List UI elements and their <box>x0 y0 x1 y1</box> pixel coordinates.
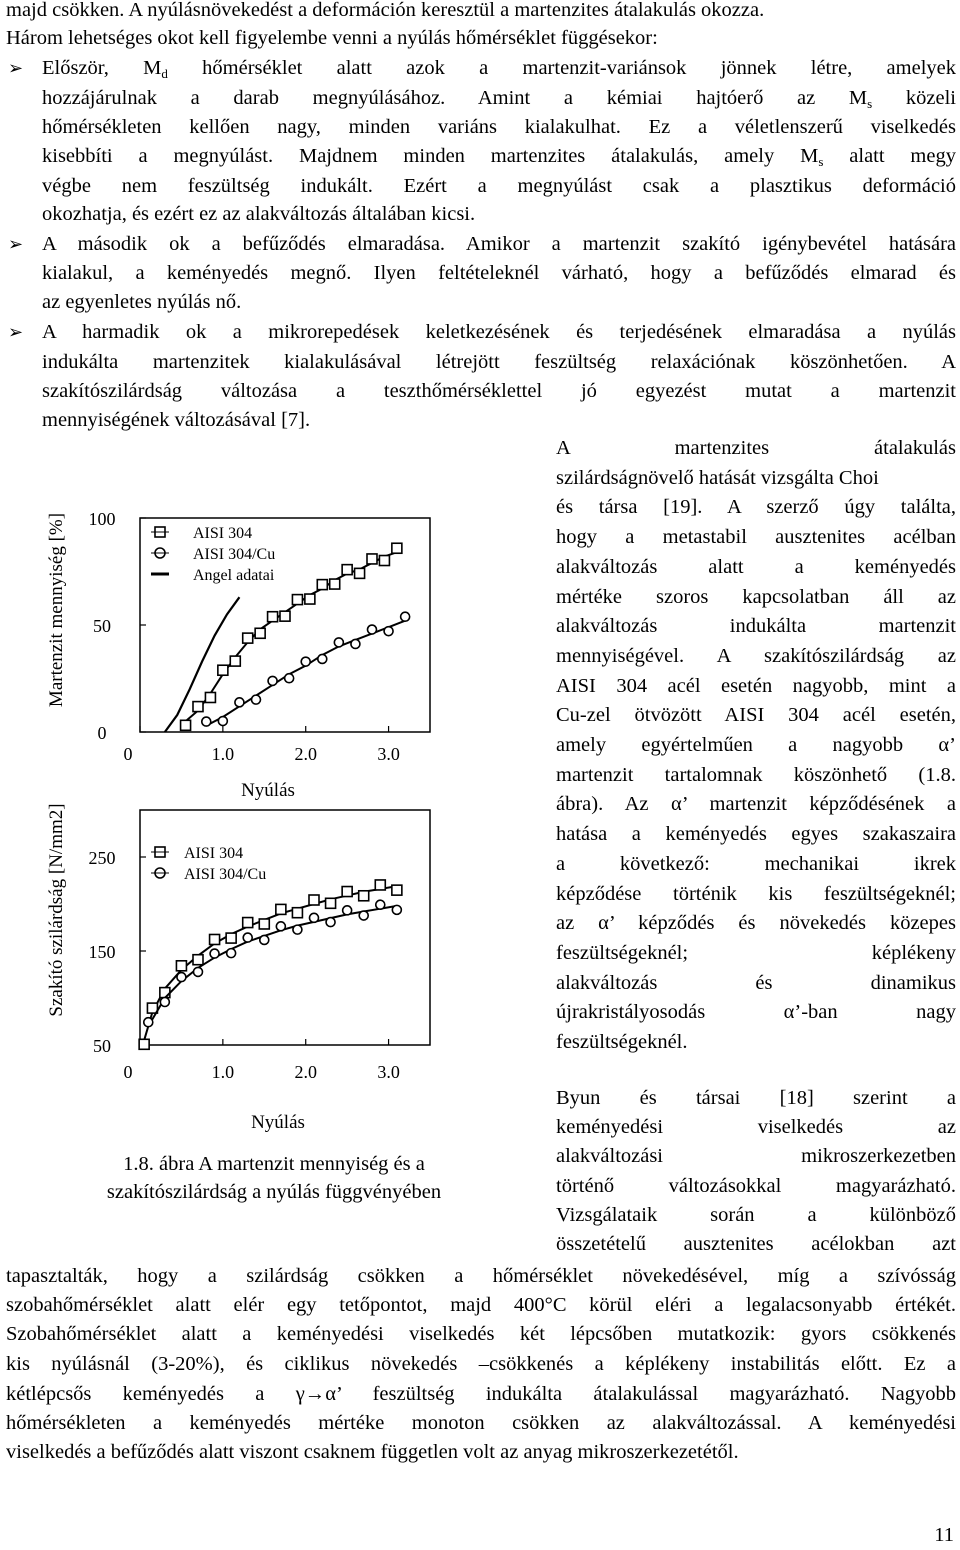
bullet-line: okozhatja, és ezért ez az alakváltozás általában kicsi. <box>42 203 476 225</box>
data-point-circle <box>202 717 211 726</box>
right-column-line: alakváltozás alatt a keményedés <box>556 555 956 578</box>
data-point-circle <box>401 612 410 621</box>
data-point-circle <box>334 638 343 647</box>
data-point-circle <box>252 695 261 704</box>
legend-label: AISI 304 <box>193 525 253 542</box>
data-point-square <box>392 885 402 895</box>
arrow-bullet-icon: ➢ <box>8 322 24 342</box>
paragraph-line: szobahőmérséklet alatt elér egy tetőpontot, majd 400°C körül eléri a legalacsonyabb értékét. <box>6 1294 956 1316</box>
right-column-line: amely egyértelműen a nagyobb α’ <box>556 734 956 756</box>
caption-line: 1.8. ábra A martenzit mennyiség és a <box>123 1153 425 1175</box>
data-point-circle <box>392 905 401 914</box>
data-point-square <box>176 961 186 971</box>
data-point-circle <box>368 625 377 634</box>
right-column-line: újrakristályosodás α’-ban nagy <box>556 1001 956 1024</box>
right-column-line: Vizsgálataik során a különböző <box>556 1203 956 1226</box>
right-column-line: alakváltozás indukálta martenzit <box>556 615 956 638</box>
paragraph-line: tapasztalták, hogy a szilárdság csökken a hőmérséklet növekedésével, míg a szívósság <box>6 1265 956 1287</box>
data-point-circle <box>276 922 285 931</box>
right-column-line: és társa [19]. A szerző úgy találta, <box>556 496 956 519</box>
bullet-line: A második ok a befűződés elmaradása. Amikor a martenzit szakító igénybevétel hatására <box>42 233 956 255</box>
data-point-square <box>292 908 302 918</box>
data-point-square <box>243 918 253 928</box>
x-tick-label: 1.0 <box>211 744 235 764</box>
right-column-line: szilárdságnövelő hatását vizsgálta Choi <box>556 466 879 489</box>
data-point-square <box>276 904 286 914</box>
right-column-line: a következő: mechanikai ikrek <box>556 852 956 875</box>
right-column-line: mértéke szoros kapcsolatban áll az <box>556 585 956 608</box>
data-point-circle <box>376 900 385 909</box>
caption-line: szakítószilárdság a nyúlás függvényében <box>106 1181 442 1203</box>
data-point-circle <box>160 998 169 1007</box>
x-tick-label: 0 <box>123 1062 133 1082</box>
data-point-circle <box>235 698 244 707</box>
data-point-circle <box>194 967 203 976</box>
data-point-square <box>226 933 236 943</box>
data-point-circle <box>384 627 393 636</box>
right-column-line: martenzit tartalomnak köszönhető (1.8. <box>556 763 956 786</box>
x-tick-label: 3.0 <box>377 744 400 764</box>
data-point-square <box>259 919 269 929</box>
data-point-square <box>330 579 340 589</box>
data-point-square <box>280 611 290 621</box>
paragraph-line: hőmérsékleten a keményedés mértéke monoton csökken az alakváltozással. A keményedési <box>6 1412 956 1434</box>
bullet-line: hőmérsékleten kellően nagy, minden variáns kialakulhat. Ez a véletlenszerű viselkedés <box>42 116 956 138</box>
data-point-circle <box>310 913 319 922</box>
y-axis-label: Martenzit mennyiség [%] <box>46 512 67 708</box>
data-point-circle <box>301 657 310 666</box>
paragraph-line: viselkedés a befűződés alatt viszont csaknem független volt az anyag mikroszerkezetétől. <box>6 1441 739 1463</box>
data-point-square <box>342 887 352 897</box>
data-point-square <box>309 895 319 905</box>
y-tick-label: 0 <box>97 723 107 743</box>
data-point-square <box>292 595 302 605</box>
data-point-square <box>359 891 369 901</box>
right-column-line: ábra). Az α’ martenzit képződésének a <box>556 793 956 816</box>
right-column-line: AISI 304 acél esetén nagyobb, mint a <box>556 674 956 697</box>
data-point-circle <box>343 906 352 915</box>
bullet-line: kialakul, a keményedés megnő. Ilyen feltételeknél várható, hogy a befűződés elmarad és <box>42 262 956 284</box>
figure <box>0 480 520 1220</box>
legend-label: AISI 304 <box>184 845 244 862</box>
data-point-square <box>317 580 327 590</box>
data-point-circle <box>227 949 236 958</box>
data-point-square <box>367 554 377 564</box>
right-column-line: alakváltozás és dinamikus <box>556 971 956 994</box>
bullet-line: hozzájárulnak a darab megnyúlásához. Amint a kémiai hajtóerő az $M_s$ közeli <box>42 87 956 111</box>
bullet-line: A harmadik ok a mikrorepedések keletkezésének és terjedésének elmaradása a nyúlás <box>42 321 956 343</box>
data-point-square <box>268 612 278 622</box>
x-axis-label: Nyúlás <box>251 1112 305 1133</box>
paragraph-line: kétlépcsős keményedés a γ→α’ feszültség indukálta átalakulással magyarázható. Nagyobb <box>6 1383 956 1405</box>
right-column-line: történő változásokkal magyarázható. <box>556 1174 956 1197</box>
right-column-line: feszültségeknél; képlékeny <box>556 941 956 964</box>
data-point-circle <box>210 949 219 958</box>
bullet-line: az egyenletes nyúlás nő. <box>42 291 242 313</box>
arrow-bullet-icon: ➢ <box>8 58 24 78</box>
right-column-line: mennyiségével. A szakítószilárdság az <box>556 644 956 667</box>
data-point-square <box>243 633 253 643</box>
right-column-line: összetételű ausztenites acélokban azt <box>556 1233 956 1255</box>
data-point-square <box>193 955 203 965</box>
x-tick-label: 0 <box>123 744 133 764</box>
paragraph-line: Szobahőmérséklet alatt a keményedési viselkedés két lépcsőben mutatkozik: gyors csökkenés <box>6 1323 956 1345</box>
bullet-line: szakítószilárdság változása a teszthőmérséklettel jó egyezést mutat a martenzit <box>42 380 956 402</box>
right-column-line: az α’ képződés és növekedés közepes <box>556 912 956 935</box>
data-point-circle <box>359 911 368 920</box>
data-point-square <box>181 720 191 730</box>
data-point-square <box>305 594 315 604</box>
data-point-circle <box>243 933 252 942</box>
bullet-line: Először, $M_d$ hőmérséklet alatt azok a martenzit-variánsok jönnek létre, amelyek <box>42 57 956 81</box>
paragraph-line: majd csökken. A nyúlásnövekedést a deformáción keresztül a martenzites átalakulás okozza. <box>6 0 765 21</box>
legend-label: AISI 304/Cu <box>184 866 267 883</box>
y-axis-label: Szakító szilárdság [N/mm2] <box>46 803 67 1017</box>
right-column-line: hatása a keményedés egyes szakaszaira <box>556 823 956 846</box>
x-tick-label: 2.0 <box>294 744 317 764</box>
x-tick-label: 3.0 <box>377 1062 400 1082</box>
arrow-bullet-icon: ➢ <box>8 234 24 254</box>
data-point-circle <box>177 973 186 982</box>
right-column-line: keményedési viselkedés az <box>556 1116 956 1139</box>
figure-svg <box>0 480 520 1220</box>
data-point-square <box>193 702 203 712</box>
data-point-circle <box>351 639 360 648</box>
data-point-square <box>218 665 228 675</box>
paragraph-line: kis nyúlásnál (3-20%), és ciklikus növekedés –csökkenés a képlékeny instabilitás előtt. Ez a <box>6 1353 956 1375</box>
y-tick-label: 50 <box>93 1036 111 1056</box>
y-tick-label: 100 <box>88 509 116 529</box>
y-tick-label: 150 <box>88 942 116 962</box>
y-tick-label: 50 <box>93 616 111 636</box>
data-point-square <box>160 988 170 998</box>
data-point-square <box>379 556 389 566</box>
right-column-line: Byun és társai [18] szerint a <box>556 1087 956 1109</box>
right-column-line: Cu-zel ötvözött AISI 304 acél esetén, <box>556 704 956 727</box>
data-point-circle <box>218 717 227 726</box>
bullet-line: mennyiségének változásával [7]. <box>42 409 311 431</box>
page-number: 11 <box>934 1524 954 1546</box>
data-point-square <box>230 656 240 666</box>
data-point-square <box>375 880 385 890</box>
data-point-square <box>139 1039 149 1049</box>
x-tick-label: 1.0 <box>211 1062 235 1082</box>
figure-caption <box>44 1150 504 1206</box>
legend-label: Angel adatai <box>193 567 275 584</box>
x-tick-label: 2.0 <box>294 1062 317 1082</box>
right-column-line: hogy a metastabil ausztenites acélban <box>556 526 956 549</box>
x-axis-label: Nyúlás <box>241 780 295 801</box>
data-point-circle <box>293 925 302 934</box>
bullet-line: végbe nem feszültség indukált. Ezért a megnyúlást csak a plasztikus deformáció <box>42 175 956 197</box>
right-column-line: alakváltozási mikroszerkezetben <box>556 1145 956 1168</box>
data-point-square <box>210 934 220 944</box>
y-tick-label: 250 <box>88 848 116 868</box>
data-point-circle <box>326 918 335 927</box>
data-point-square <box>342 565 352 575</box>
data-point-circle <box>260 935 269 944</box>
data-point-square <box>355 568 365 578</box>
data-point-square <box>255 628 265 638</box>
series-line <box>206 621 405 726</box>
legend-label: AISI 304/Cu <box>193 546 276 563</box>
data-point-square <box>205 692 215 702</box>
right-column-line: feszültségeknél. <box>556 1031 688 1053</box>
data-point-circle <box>144 1018 153 1027</box>
paragraph-line: Három lehetséges okot kell figyelembe venni a nyúlás hőmérséklet függésekor: <box>6 27 658 49</box>
data-point-circle <box>285 674 294 683</box>
right-column-line: A martenzites átalakulás <box>556 437 956 459</box>
data-point-circle <box>318 654 327 663</box>
data-point-square <box>392 543 402 553</box>
data-point-square <box>326 898 336 908</box>
bullet-line: kisebbíti a megnyúlást. Majdnem minden martenzites átalakulás, amely $M_s$ alatt megy <box>42 145 956 169</box>
data-point-circle <box>268 676 277 685</box>
right-column-line: képződése történik kis feszültségeknél; <box>556 882 956 905</box>
bullet-line: indukálta martenzitek kialakulásával létrejött feszültség relaxációnak köszönhetően. A <box>42 351 956 373</box>
